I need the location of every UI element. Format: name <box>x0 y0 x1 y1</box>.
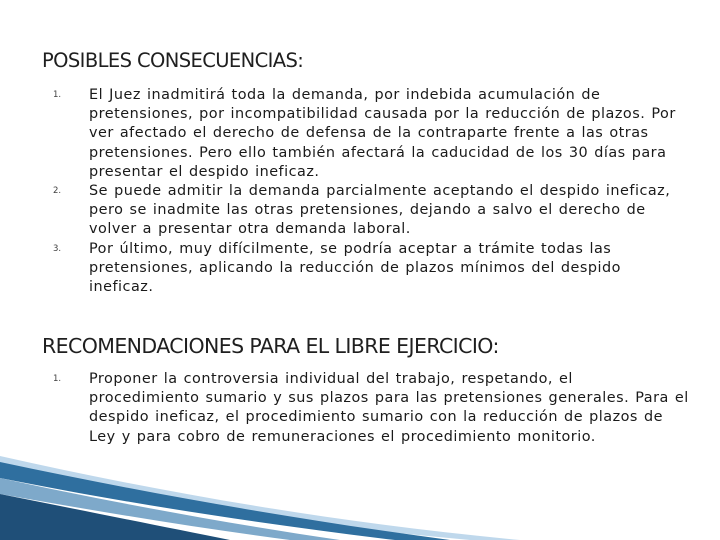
list-item <box>0 370 720 447</box>
item-number: 2. <box>53 186 62 197</box>
section-heading-recomendaciones: RECOMENDACIONES PARA EL LIBRE EJERCICIO: <box>42 334 499 358</box>
list-item <box>0 240 720 298</box>
item-number: 3. <box>53 243 62 254</box>
section-heading-consecuencias: POSIBLES CONSECUENCIAS: <box>42 49 304 72</box>
item-text: Por último, muy difícilmente, se podría aceptar a trámite todas las pretensiones, aplicando la reducción de plazos mínimos del despido ineficaz. <box>89 240 621 296</box>
item-number: 1. <box>53 90 62 100</box>
item-text: Proponer la controversia individual del trabajo, respetando, el procedimiento sumario y sus plazos para las pretensiones generales. Para el despido ineficaz, el procedimiento sumario con la reducción de plazos de Ley y para cobro de remuneraciones el procedimiento monitorio. <box>89 371 689 445</box>
consecuencias-list <box>0 86 720 297</box>
list-item <box>0 86 720 182</box>
item-text: El Juez inadmitirá toda la demanda, por indebida acumulación de pretensiones, por incompatibilidad causada por la reducción de plazos. Por ver afectado el derecho de defensa de la contraparte frente a las otras pretensiones. Pero ello también afectará la caducidad de los 30 días para presentar el despido ineficaz. <box>89 87 676 180</box>
item-number: 1. <box>53 374 62 384</box>
recomendaciones-list <box>0 370 720 447</box>
list-item <box>0 182 720 240</box>
item-text: Se puede admitir la demanda parcialmente aceptando el despido ineficaz, pero se inadmite las otras pretensiones, dejando a salvo el derecho de volver a presentar otra demanda laboral. <box>89 183 671 238</box>
